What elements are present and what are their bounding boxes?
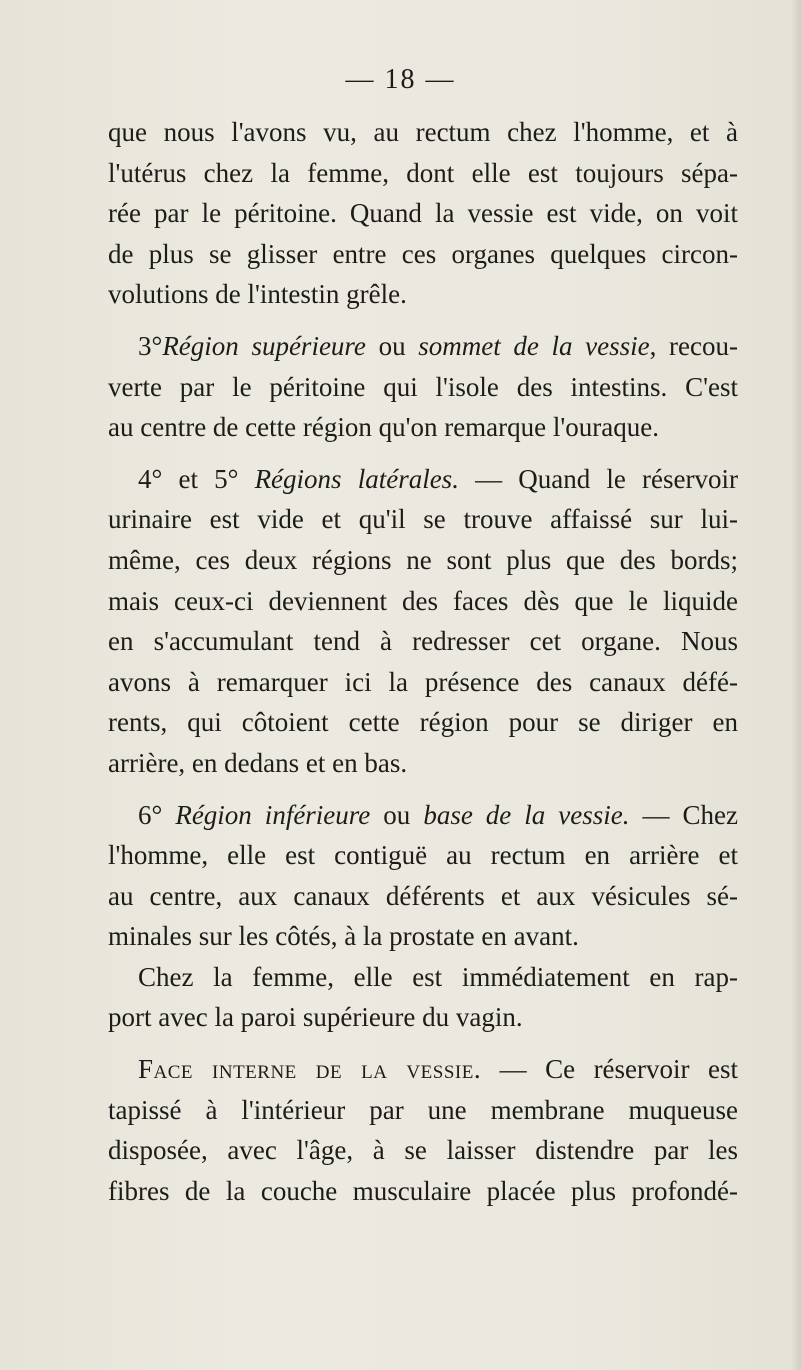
text-line: en s'accumulant tend à redresser cet organe. Nous: [108, 626, 738, 657]
text-line: au centre, aux canaux déférents et aux vésicules sé-: [108, 880, 738, 911]
paragraph-4-first-line: [108, 459, 738, 500]
text-line: arrière, en dedans et en bas.: [108, 747, 408, 778]
text-line: urinaire est vide et qu'il se trouve affaissé sur lui-: [108, 504, 738, 535]
text-line: rée par le péritoine. Quand la vessie est vide, on voit: [108, 198, 738, 229]
text-line: verte par le péritoine qui l'isole des intestins. C'est: [108, 371, 738, 402]
text-line: l'utérus chez la femme, dont elle est toujours sépa-: [108, 157, 738, 188]
section-heading: Face interne de la vessie.: [138, 1054, 482, 1085]
text-line: Chez la femme, elle est immédiatement en rap-: [138, 961, 738, 992]
text-run: , recou-: [649, 330, 738, 361]
section-title-alt: base de la vessie.: [423, 799, 630, 830]
text-line: au centre de cette région qu'on remarque l'ouraque.: [108, 412, 659, 443]
text-run: — Ce réservoir est: [499, 1054, 739, 1085]
section-title: Région inférieure: [175, 799, 371, 830]
text-line: rents, qui côtoient cette région pour se diriger en: [108, 707, 738, 738]
paragraph-6-first-line: [108, 795, 738, 836]
text-line: disposée, avec l'âge, à se laisser distendre par les: [108, 1135, 738, 1166]
section-title-alt: sommet de la vessie: [418, 330, 650, 361]
text-run: — Chez: [642, 799, 739, 830]
page-number: — 18 —: [345, 64, 456, 95]
text-line: avons à remarquer ici la présence des canaux défé-: [108, 666, 738, 697]
text-line: tapissé à l'intérieur par une membrane muqueuse: [108, 1094, 738, 1125]
text-line: fibres de la couche musculaire placée plus profondé-: [108, 1175, 738, 1206]
section-number: 3°: [138, 330, 163, 361]
text-line: volutions de l'intestin grêle.: [108, 279, 407, 310]
text-line: de plus se glisser entre ces organes quelques circon-: [108, 238, 738, 269]
page-edge-shadow: [791, 0, 801, 1370]
section-number: 6°: [138, 799, 163, 830]
section-number: 4° et 5°: [138, 463, 239, 494]
paragraph-face-interne-first-line: [108, 1049, 738, 1090]
conjunction: ou: [378, 330, 406, 361]
text-line: port avec la paroi supérieure du vagin.: [108, 1002, 523, 1033]
text-line: mais ceux-ci deviennent des faces dès que le liquide: [108, 585, 738, 616]
text-run: — Quand le réservoir: [475, 463, 738, 494]
text-line: minales sur les côtés, à la prostate en avant.: [108, 921, 579, 952]
page-text: [108, 112, 738, 1211]
text-line: que nous l'avons vu, au rectum chez l'homme, et à: [108, 117, 738, 147]
text-line: l'homme, elle est contiguë au rectum en arrière et: [108, 840, 738, 871]
text-line: même, ces deux régions ne sont plus que des bords;: [108, 544, 738, 575]
section-title: Régions latérales.: [254, 463, 459, 494]
paragraph-3-first-line: [108, 326, 738, 367]
section-title: Région supérieure: [162, 330, 366, 361]
conjunction: ou: [383, 799, 411, 830]
